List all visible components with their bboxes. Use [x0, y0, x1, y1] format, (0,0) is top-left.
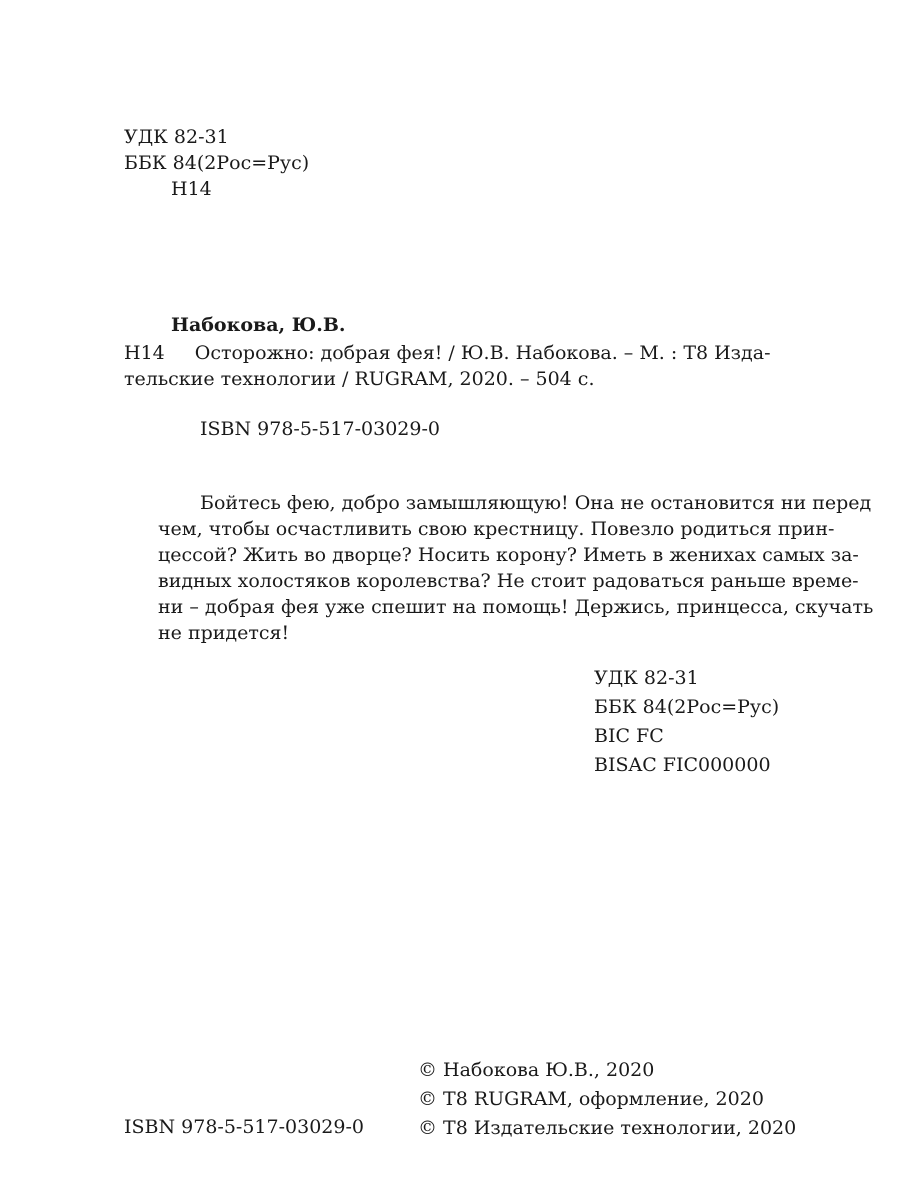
annotation-line: цессой? Жить во дворце? Носить корону? Иметь в женихах самых за- — [158, 544, 859, 566]
record-author: Набокова, Ю.В. — [171, 314, 346, 336]
copyright-line: © Т8 RUGRAM, оформление, 2020 — [418, 1088, 764, 1110]
record-description-line2: тельские технологии / RUGRAM, 2020. – 504 с. — [124, 368, 595, 390]
copyright-line: © Т8 Издательские технологии, 2020 — [418, 1117, 797, 1139]
author-mark-top: Н14 — [171, 178, 212, 200]
record-mark: Н14 — [124, 342, 165, 364]
record-description-line1: Осторожно: добрая фея! / Ю.В. Набокова. – М. : Т8 Изда- — [194, 342, 771, 364]
annotation-paragraph — [158, 490, 874, 646]
bbk-code: ББК 84(2Рос=Рус) — [594, 696, 780, 718]
annotation-line: ни – добрая фея уже спешит на помощь! Держись, принцесса, скучать — [158, 596, 874, 618]
bbk-code-top: ББК 84(2Рос=Рус) — [124, 152, 310, 174]
udk-code: УДК 82-31 — [594, 667, 699, 689]
classification-block — [594, 664, 779, 780]
record-description — [124, 340, 771, 392]
copyright-block — [418, 1056, 796, 1143]
annotation-line: не придется! — [158, 622, 290, 644]
udk-code-top: УДК 82-31 — [124, 126, 229, 148]
bic-code: BIC FC — [594, 725, 664, 747]
copyright-line: © Набокова Ю.В., 2020 — [418, 1059, 655, 1081]
record-isbn: ISBN 978-5-517-03029-0 — [200, 418, 440, 440]
annotation-line: Бойтесь фею, добро замышляющую! Она не остановится ни перед — [200, 492, 872, 514]
bisac-code: BISAC FIC000000 — [594, 754, 771, 776]
footer-isbn: ISBN 978-5-517-03029-0 — [124, 1116, 364, 1138]
annotation-line: видных холостяков королевства? Не стоит радоваться раньше време- — [158, 570, 859, 592]
annotation-line: чем, чтобы осчастливить свою крестницу. Повезло родиться прин- — [158, 518, 835, 540]
